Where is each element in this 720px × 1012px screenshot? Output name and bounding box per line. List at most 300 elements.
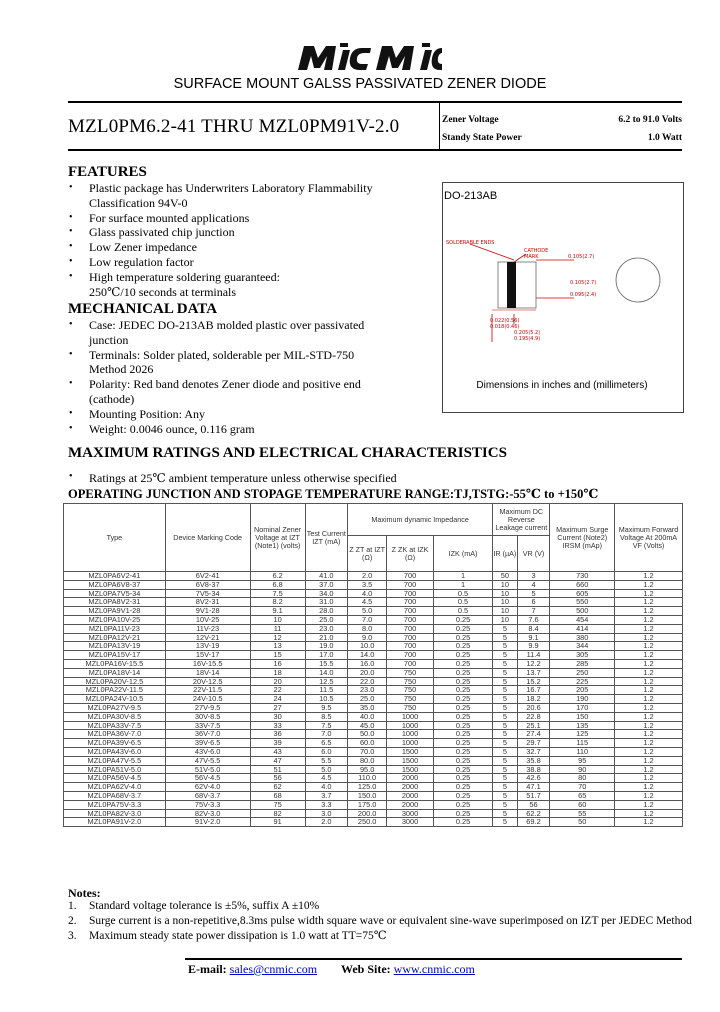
cell-ir: 5 (493, 791, 517, 800)
cell-ir: 5 (493, 642, 517, 651)
cell-vf: 1.2 (615, 686, 683, 695)
cell-marking: 51V-5.0 (165, 765, 250, 774)
cell-zzk: 2000 (387, 791, 434, 800)
cell-izt: 2.0 (305, 818, 347, 827)
cell-marking: 16V-15.5 (165, 659, 250, 668)
cell-vf: 1.2 (615, 677, 683, 686)
cell-type: MZL0PA33V-7.5 (64, 721, 166, 730)
cell-zzt: 10.0 (348, 642, 387, 651)
cell-izk: 0.25 (433, 712, 492, 721)
cell-marking: 6V8-37 (165, 580, 250, 589)
header-ir: IR (µA) (493, 536, 517, 572)
cell-vr: 22.8 (517, 712, 550, 721)
cell-zzt: 9.0 (348, 633, 387, 642)
cell-type: MZL0PA11V-23 (64, 624, 166, 633)
cell-zzt: 16.0 (348, 659, 387, 668)
cell-ir: 5 (493, 818, 517, 827)
cell-vr: 42.6 (517, 774, 550, 783)
cell-surge: 150 (550, 712, 615, 721)
cell-marking: 24V-10.5 (165, 695, 250, 704)
cell-izt: 28.0 (305, 607, 347, 616)
cell-surge: 414 (550, 624, 615, 633)
cell-vr: 11.4 (517, 651, 550, 660)
document-subtitle: SURFACE MOUNT GALSS PASSIVATED ZENER DIODE (173, 76, 547, 92)
cell-surge: 550 (550, 598, 615, 607)
table-row (64, 791, 683, 800)
cell-vz: 62 (250, 783, 305, 792)
package-label: DO-213AB (444, 190, 498, 202)
table-row (64, 783, 683, 792)
header-impedance: Maximum dynamic Impedance (348, 504, 493, 536)
table-row (64, 703, 683, 712)
table-row (64, 774, 683, 783)
cell-vf: 1.2 (615, 739, 683, 748)
cell-izk: 0.25 (433, 633, 492, 642)
cell-marking: 91V-2.0 (165, 818, 250, 827)
cell-izk: 0.25 (433, 615, 492, 624)
cell-vf: 1.2 (615, 721, 683, 730)
cell-zzk: 750 (387, 703, 434, 712)
company-logo (296, 40, 442, 72)
cell-zzk: 700 (387, 624, 434, 633)
cell-surge: 285 (550, 659, 615, 668)
cell-izt: 6.5 (305, 739, 347, 748)
cell-type: MZL0PA43V-6.0 (64, 747, 166, 756)
table-row (64, 572, 683, 581)
cell-surge: 170 (550, 703, 615, 712)
footer-rule (185, 958, 682, 960)
cell-zzk: 1000 (387, 739, 434, 748)
header-leakage: Maximum DC Reverse Leakage current (493, 504, 550, 536)
cell-vf: 1.2 (615, 818, 683, 827)
cell-zzt: 8.0 (348, 624, 387, 633)
cell-vr: 4 (517, 580, 550, 589)
features-heading: FEATURES (68, 164, 147, 180)
cell-surge: 305 (550, 651, 615, 660)
cell-vz: 20 (250, 677, 305, 686)
cell-vf: 1.2 (615, 703, 683, 712)
cell-vz: 6.8 (250, 580, 305, 589)
cell-ir: 5 (493, 730, 517, 739)
cell-ir: 10 (493, 607, 517, 616)
cell-vr: 5 (517, 589, 550, 598)
cell-surge: 225 (550, 677, 615, 686)
list-item: • Plastic package has Underwriters Laboratory Flammability Classification 94V-0 (68, 181, 373, 211)
cell-surge: 205 (550, 686, 615, 695)
cell-zzk: 1500 (387, 747, 434, 756)
notes-list (68, 899, 692, 944)
cell-vz: 11 (250, 624, 305, 633)
cell-surge: 250 (550, 668, 615, 677)
cell-vf: 1.2 (615, 598, 683, 607)
cell-izt: 7.0 (305, 730, 347, 739)
cell-vr: 56 (517, 800, 550, 809)
cell-zzk: 1500 (387, 756, 434, 765)
cell-marking: 12V-21 (165, 633, 250, 642)
header-vz: Nominal Zener Voltage at IZT (Note1) (volts) (250, 504, 305, 572)
table-row (64, 624, 683, 633)
spec-value-voltage: 6.2 to 91.0 Volts (618, 115, 682, 125)
cell-vr: 7 (517, 607, 550, 616)
cell-type: MZL0PA91V-2.0 (64, 818, 166, 827)
callout-dia-b: 0.095(2.4) (570, 292, 597, 298)
cell-izk: 1 (433, 580, 492, 589)
cell-izt: 37.0 (305, 580, 347, 589)
cell-surge: 190 (550, 695, 615, 704)
cell-type: MZL0PA56V-4.5 (64, 774, 166, 783)
cell-vf: 1.2 (615, 756, 683, 765)
cell-vr: 29.7 (517, 739, 550, 748)
cell-type: MZL0PA8V2-31 (64, 598, 166, 607)
cell-marking: 36V-7.0 (165, 730, 250, 739)
cell-izt: 23.0 (305, 624, 347, 633)
cell-vz: 16 (250, 659, 305, 668)
cell-vf: 1.2 (615, 633, 683, 642)
cell-ir: 5 (493, 774, 517, 783)
cell-vf: 1.2 (615, 783, 683, 792)
note-item: 1. Standard voltage tolerance is ±5%, suffix A ±10% (68, 900, 320, 912)
cell-surge: 125 (550, 730, 615, 739)
note-item: 2. Surge current is a non-repetitive,8.3ms pulse width square wave or equivalent sine-wave superimposed on IZT per JEDEC Method (68, 915, 692, 927)
header-izt: Test Current IZT (mA) (305, 504, 347, 572)
cell-marking: 68V-3.7 (165, 791, 250, 800)
cell-ir: 50 (493, 572, 517, 581)
characteristics-table (63, 503, 683, 827)
email-link[interactable]: sales@cnmic.com (229, 962, 318, 976)
cell-zzk: 1500 (387, 765, 434, 774)
cell-vz: 24 (250, 695, 305, 704)
cell-vf: 1.2 (615, 774, 683, 783)
cell-ir: 5 (493, 765, 517, 774)
cell-surge: 50 (550, 818, 615, 827)
cell-type: MZL0PA18V-14 (64, 668, 166, 677)
cell-marking: 8V2-31 (165, 598, 250, 607)
table-row (64, 598, 683, 607)
cell-marking: 43V-6.0 (165, 747, 250, 756)
cell-vz: 6.2 (250, 572, 305, 581)
cell-marking: 13V-19 (165, 642, 250, 651)
cell-ir: 5 (493, 739, 517, 748)
cell-zzt: 80.0 (348, 756, 387, 765)
table-row (64, 580, 683, 589)
table-row (64, 756, 683, 765)
cell-marking: 47V-5.5 (165, 756, 250, 765)
table-row (64, 686, 683, 695)
cell-izk: 0.25 (433, 651, 492, 660)
callout-end-b: 0.018(0.46) (490, 324, 520, 330)
table-row (64, 651, 683, 660)
cell-izt: 3.7 (305, 791, 347, 800)
cell-izk: 0.25 (433, 668, 492, 677)
cell-izt: 4.0 (305, 783, 347, 792)
cell-marking: 56V-4.5 (165, 774, 250, 783)
cell-izk: 0.5 (433, 598, 492, 607)
cell-type: MZL0PA47V-5.5 (64, 756, 166, 765)
cell-zzt: 23.0 (348, 686, 387, 695)
cell-surge: 344 (550, 642, 615, 651)
cell-type: MZL0PA27V-9.5 (64, 703, 166, 712)
cell-type: MZL0PA51V-5.0 (64, 765, 166, 774)
spec-label-power: Standy State Power (442, 133, 522, 143)
cell-vr: 13.7 (517, 668, 550, 677)
cell-ir: 10 (493, 615, 517, 624)
header-vf: Maximum Forward Voltage At 200mA VF (Volts) (615, 504, 683, 572)
list-item: • Mounting Position: Any (68, 407, 364, 422)
cell-marking: 27V-9.5 (165, 703, 250, 712)
cell-surge: 115 (550, 739, 615, 748)
table-row (64, 677, 683, 686)
table-row (64, 633, 683, 642)
cell-surge: 135 (550, 721, 615, 730)
cell-marking: 11V-23 (165, 624, 250, 633)
cell-vf: 1.2 (615, 580, 683, 589)
cell-zzt: 2.0 (348, 572, 387, 581)
cell-izk: 0.5 (433, 589, 492, 598)
cell-vz: 43 (250, 747, 305, 756)
cell-type: MZL0PA10V-25 (64, 615, 166, 624)
cell-vz: 30 (250, 712, 305, 721)
cell-izk: 0.25 (433, 774, 492, 783)
cell-type: MZL0PA68V-3.7 (64, 791, 166, 800)
cell-type: MZL0PA12V-21 (64, 633, 166, 642)
cell-surge: 70 (550, 783, 615, 792)
cell-izt: 14.0 (305, 668, 347, 677)
table-row (64, 615, 683, 624)
list-item: • Low regulation factor (68, 255, 373, 270)
cell-marking: 75V-3.3 (165, 800, 250, 809)
cell-izt: 7.5 (305, 721, 347, 730)
cell-vz: 22 (250, 686, 305, 695)
cell-marking: 9V1-28 (165, 607, 250, 616)
cell-vz: 27 (250, 703, 305, 712)
cell-vr: 9.9 (517, 642, 550, 651)
header-zzk: Z ZK at IZK (Ω) (387, 536, 434, 572)
cell-type: MZL0PA36V-7.0 (64, 730, 166, 739)
note-item: 3. Maximum steady state power dissipation is 1.0 watt at TT=75℃ (68, 930, 387, 942)
cell-ir: 10 (493, 598, 517, 607)
cell-vr: 25.1 (517, 721, 550, 730)
cell-zzt: 150.0 (348, 791, 387, 800)
cell-ir: 5 (493, 809, 517, 818)
cell-vr: 47.1 (517, 783, 550, 792)
callout-mark: MARK (524, 254, 539, 260)
cell-vr: 9.1 (517, 633, 550, 642)
cell-izt: 34.0 (305, 589, 347, 598)
cell-type: MZL0PA30V-8.5 (64, 712, 166, 721)
cell-izk: 0.25 (433, 721, 492, 730)
cell-zzk: 750 (387, 668, 434, 677)
cell-vf: 1.2 (615, 589, 683, 598)
cell-izk: 0.5 (433, 607, 492, 616)
cell-surge: 730 (550, 572, 615, 581)
cell-zzt: 22.0 (348, 677, 387, 686)
list-item: • Polarity: Red band denotes Zener diode and positive end (cathode) (68, 377, 364, 407)
cell-izk: 0.25 (433, 800, 492, 809)
cell-zzk: 1000 (387, 712, 434, 721)
cell-ir: 5 (493, 712, 517, 721)
cell-izk: 0.25 (433, 730, 492, 739)
cell-surge: 55 (550, 809, 615, 818)
cell-zzk: 700 (387, 659, 434, 668)
cell-zzt: 50.0 (348, 730, 387, 739)
cell-ir: 5 (493, 659, 517, 668)
cell-vf: 1.2 (615, 668, 683, 677)
cell-surge: 380 (550, 633, 615, 642)
cell-marking: 62V-4.0 (165, 783, 250, 792)
table-row (64, 765, 683, 774)
header-vr: VR (V) (517, 536, 550, 572)
cell-vf: 1.2 (615, 809, 683, 818)
cell-zzk: 750 (387, 677, 434, 686)
cell-vr: 7.6 (517, 615, 550, 624)
cell-ir: 5 (493, 668, 517, 677)
cell-vr: 18.2 (517, 695, 550, 704)
cell-izk: 1 (433, 572, 492, 581)
cell-zzk: 700 (387, 598, 434, 607)
table-row (64, 642, 683, 651)
spec-label-voltage: Zener Voltage (442, 115, 499, 125)
cell-zzt: 40.0 (348, 712, 387, 721)
cell-vz: 56 (250, 774, 305, 783)
cell-vf: 1.2 (615, 607, 683, 616)
cell-vz: 51 (250, 765, 305, 774)
cell-izt: 6.0 (305, 747, 347, 756)
cell-surge: 90 (550, 765, 615, 774)
cell-vr: 6 (517, 598, 550, 607)
cell-vz: 91 (250, 818, 305, 827)
list-item: • Weight: 0.0046 ounce, 0.116 gram (68, 422, 364, 437)
cell-marking: 22V-11.5 (165, 686, 250, 695)
cell-zzk: 1000 (387, 730, 434, 739)
mechanical-list (68, 318, 364, 436)
table-row (64, 739, 683, 748)
cell-vf: 1.2 (615, 800, 683, 809)
cell-surge: 605 (550, 589, 615, 598)
list-item: • Terminals: Solder plated, solderable per MIL-STD-750 Method 2026 (68, 348, 364, 378)
table-row (64, 607, 683, 616)
cell-surge: 110 (550, 747, 615, 756)
table-row (64, 659, 683, 668)
cell-surge: 95 (550, 756, 615, 765)
cell-vz: 33 (250, 721, 305, 730)
cell-zzt: 4.5 (348, 598, 387, 607)
cell-izt: 12.5 (305, 677, 347, 686)
cell-zzt: 125.0 (348, 783, 387, 792)
cell-vz: 36 (250, 730, 305, 739)
header-zzt: Z ZT at IZT (Ω) (348, 536, 387, 572)
notes-heading: Notes: (68, 886, 101, 900)
table-row (64, 747, 683, 756)
header-surge: Maximum Surge Current (Note2) IRSM (mAp) (550, 504, 615, 572)
cell-vr: 12.2 (517, 659, 550, 668)
cell-type: MZL0PA15V-17 (64, 651, 166, 660)
cell-marking: 6V2-41 (165, 572, 250, 581)
cell-vr: 51.7 (517, 791, 550, 800)
cell-ir: 5 (493, 800, 517, 809)
cell-vz: 7.5 (250, 589, 305, 598)
cell-izk: 0.25 (433, 686, 492, 695)
cell-type: MZL0PA39V-6.5 (64, 739, 166, 748)
cell-zzk: 700 (387, 651, 434, 660)
cell-zzk: 700 (387, 580, 434, 589)
cell-izk: 0.25 (433, 765, 492, 774)
cell-zzk: 3000 (387, 809, 434, 818)
callout-dia-a: 0.105(2.7) (570, 280, 597, 286)
cell-marking: 33V-7.5 (165, 721, 250, 730)
table-row (64, 809, 683, 818)
cell-vr: 38.8 (517, 765, 550, 774)
footer-email: E-mail: sales@cnmic.com (188, 962, 318, 976)
cell-zzk: 700 (387, 642, 434, 651)
cell-izk: 0.25 (433, 642, 492, 651)
cell-vz: 47 (250, 756, 305, 765)
cell-ir: 5 (493, 703, 517, 712)
footer-web: Web Site: www.cnmic.com (341, 962, 475, 976)
cell-surge: 65 (550, 791, 615, 800)
cell-marking: 82V-3.0 (165, 809, 250, 818)
features-list (68, 181, 373, 299)
cell-vf: 1.2 (615, 765, 683, 774)
cell-izt: 19.0 (305, 642, 347, 651)
cell-zzk: 750 (387, 695, 434, 704)
cell-marking: 39V-6.5 (165, 739, 250, 748)
spec-rule (68, 149, 682, 151)
cell-izk: 0.25 (433, 624, 492, 633)
cell-vr: 27.4 (517, 730, 550, 739)
callout-solderable: SOLDERABLE ENDS (446, 240, 495, 246)
website-link[interactable]: www.cnmic.com (393, 962, 475, 976)
callout-len-a: 0.205(5.2) (514, 330, 541, 336)
part-number-range: MZL0PM6.2-41 THRU MZL0PM91V-2.0 (68, 116, 400, 137)
cell-izk: 0.25 (433, 818, 492, 827)
cell-vr: 15.2 (517, 677, 550, 686)
cell-vf: 1.2 (615, 642, 683, 651)
cell-zzt: 25.0 (348, 695, 387, 704)
table-row (64, 721, 683, 730)
cell-surge: 500 (550, 607, 615, 616)
cell-ir: 5 (493, 651, 517, 660)
list-item: • Low Zener impedance (68, 240, 373, 255)
cell-surge: 80 (550, 774, 615, 783)
cell-izt: 5.0 (305, 765, 347, 774)
header-divider (439, 103, 440, 150)
cell-zzk: 1000 (387, 721, 434, 730)
cell-ir: 5 (493, 624, 517, 633)
cell-type: MZL0PA24V-10.5 (64, 695, 166, 704)
cell-izt: 31.0 (305, 598, 347, 607)
cell-vz: 39 (250, 739, 305, 748)
cell-zzt: 45.0 (348, 721, 387, 730)
cell-type: MZL0PA75V-3.3 (64, 800, 166, 809)
cell-vz: 75 (250, 800, 305, 809)
table-row (64, 668, 683, 677)
cell-izt: 25.0 (305, 615, 347, 624)
cell-type: MZL0PA9V1-28 (64, 607, 166, 616)
temp-range: OPERATING JUNCTION AND STOPAGE TEMPERATURE RANGE:TJ,TSTG:-55℃ to +150℃ (68, 487, 599, 501)
cell-marking: 15V-17 (165, 651, 250, 660)
cell-zzk: 3000 (387, 818, 434, 827)
cell-ir: 5 (493, 677, 517, 686)
cell-marking: 7V5-34 (165, 589, 250, 598)
cell-vr: 3 (517, 572, 550, 581)
cell-zzk: 700 (387, 607, 434, 616)
table-row (64, 800, 683, 809)
cell-izt: 17.0 (305, 651, 347, 660)
cell-vr: 69.2 (517, 818, 550, 827)
header-type: Type (64, 504, 166, 572)
callout-dia-max: 0.105(2.7) (568, 254, 595, 260)
cell-zzt: 175.0 (348, 800, 387, 809)
